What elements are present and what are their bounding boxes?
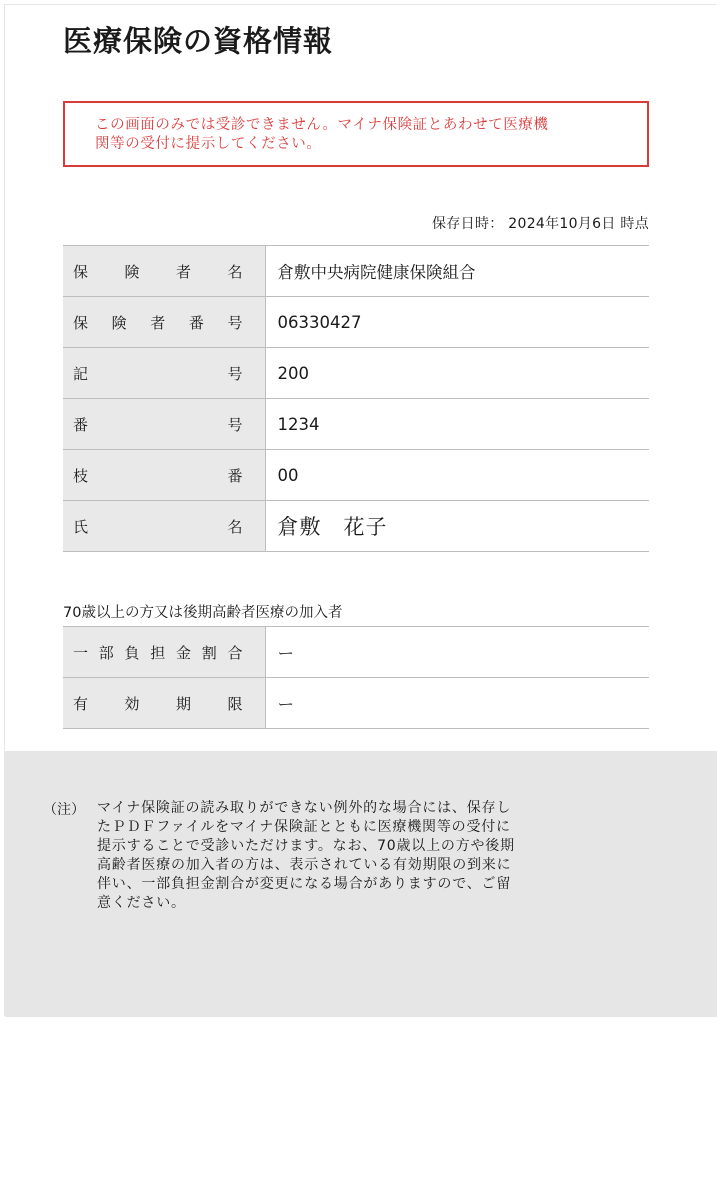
qualification-card (5, 5, 717, 751)
row-label-name: 氏名 (63, 501, 265, 552)
row-label-copay-ratio: 一部負担金割合 (63, 627, 265, 678)
row-label-insurer-name: 保険者名 (63, 246, 265, 297)
row-value-name: 倉敷 花子 (265, 501, 649, 552)
document-page (4, 4, 716, 1016)
row-value-symbol: 200 (265, 348, 649, 399)
row-label-insurer-number: 保険者番号 (63, 297, 265, 348)
row-value-number: 1234 (265, 399, 649, 450)
insurance-info-table (63, 245, 649, 552)
row-value-insurer-number: 06330427 (265, 297, 649, 348)
elder-info-table (63, 626, 649, 729)
note-section (5, 751, 717, 1017)
note-prefix: （注） (43, 802, 85, 818)
warning-box (63, 101, 649, 167)
note-text: マイナ保険証の読み取りができない例外的な場合には、保存し たＰＤＦファイルをマイナ保険証とともに医療機関等の受付に 提示することで受診いただけます。なお、70歳以上の方や後期 高齢者医療の加入者の方は、表示されている有効期限の到来に 伴い、一部負担金割合が変更になる場合がありますので、ご留 意ください。 (97, 800, 515, 911)
page-title: 医療保険の資格情報 (63, 24, 334, 58)
saved-datetime: 保存日時： 2024年10月6日 時点 (432, 216, 649, 232)
warning-text: この画面のみでは受診できません。マイナ保険証とあわせて医療機 関等の受付に提示してください。 (95, 117, 549, 152)
row-label-symbol: 記号 (63, 348, 265, 399)
table-row (63, 501, 649, 552)
table-row (63, 348, 649, 399)
row-value-expiry: ー (265, 678, 649, 729)
elder-section-heading: 70歳以上の方又は後期高齢者医療の加入者 (63, 605, 343, 621)
row-value-insurer-name: 倉敷中央病院健康保険組合 (265, 246, 649, 297)
row-value-copay-ratio: ー (265, 627, 649, 678)
row-value-branch-number: 00 (265, 450, 649, 501)
row-label-expiry: 有効期限 (63, 678, 265, 729)
table-row (63, 450, 649, 501)
table-row (63, 246, 649, 297)
table-row (63, 627, 649, 678)
row-label-branch-number: 枝番 (63, 450, 265, 501)
table-row (63, 297, 649, 348)
table-row (63, 399, 649, 450)
row-label-number: 番号 (63, 399, 265, 450)
table-row (63, 678, 649, 729)
